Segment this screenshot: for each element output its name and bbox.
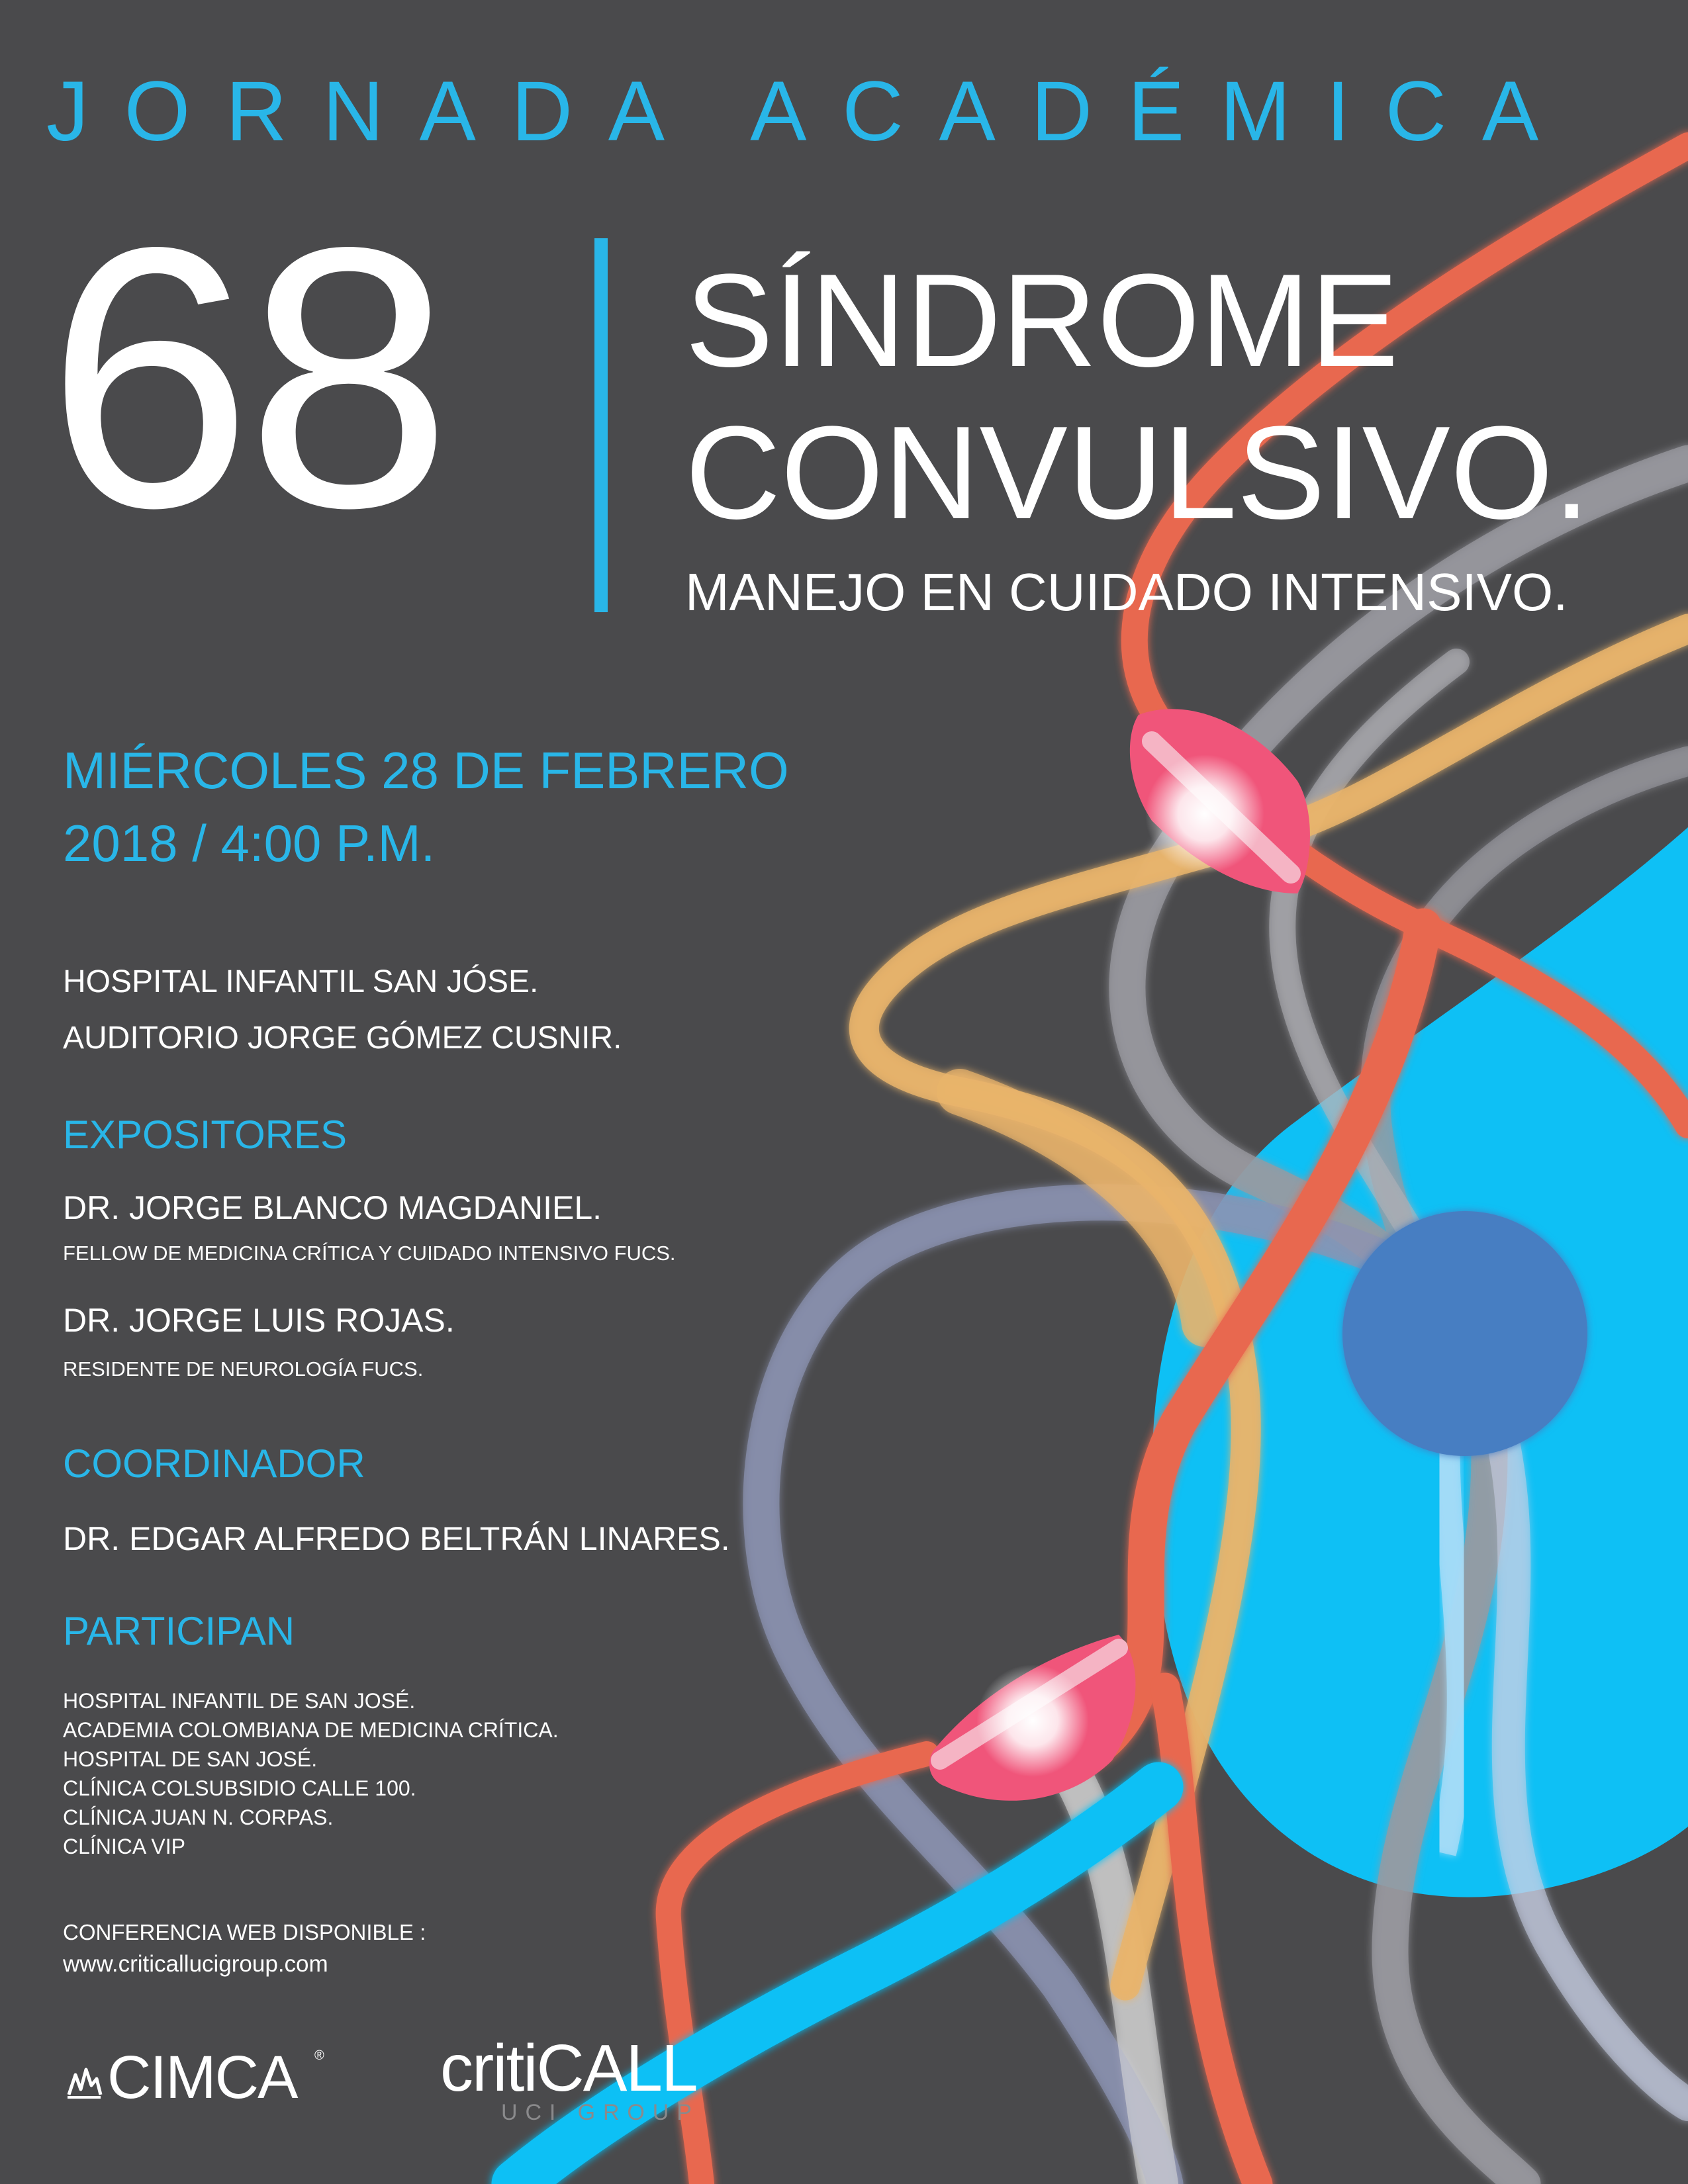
cell-nucleus	[1342, 1211, 1587, 1456]
date-text: MIÉRCOLES 28 DE FEBRERO	[63, 741, 789, 799]
speaker-role: FELLOW DE MEDICINA CRÍTICA Y CUIDADO INTENSIVO FUCS.	[63, 1242, 676, 1265]
event-title-line2: CONVULSIVO.	[685, 399, 1590, 547]
participants-heading: PARTICIPAN	[63, 1609, 295, 1653]
criticall-wordmark: critiCALL	[440, 2031, 697, 2105]
cimca-wordmark: CIMCA	[107, 2044, 297, 2111]
speakers-heading: EXPOSITORES	[63, 1113, 348, 1157]
participant-item: HOSPITAL DE SAN JOSÉ.	[63, 1747, 318, 1771]
web-conference-label: CONFERENCIA WEB DISPONIBLE :	[63, 1920, 426, 1944]
participant-item: CLÍNICA VIP	[63, 1835, 185, 1858]
venue-hospital: HOSPITAL INFANTIL SAN JÓSE.	[63, 964, 539, 999]
participant-item: ACADEMIA COLOMBIANA DE MEDICINA CRÍTICA.	[63, 1718, 559, 1742]
participants-list	[63, 1686, 559, 1861]
event-subtitle: MANEJO EN CUIDADO INTENSIVO.	[685, 563, 1568, 621]
time-text: 2018 / 4:00 P.M.	[63, 814, 436, 872]
coordinator-name: DR. EDGAR ALFREDO BELTRÁN LINARES.	[63, 1520, 730, 1557]
title-divider	[594, 238, 608, 612]
header-title: JORNADA ACADÉMICA	[46, 64, 1574, 159]
criticall-logo	[440, 2031, 718, 2134]
speaker-role: RESIDENTE DE NEUROLOGÍA FUCS.	[63, 1357, 424, 1381]
participant-item: CLÍNICA JUAN N. CORPAS.	[63, 1805, 334, 1829]
cimca-emblem-icon	[66, 2062, 103, 2101]
criticall-subtitle: UCI GROUP	[501, 2100, 700, 2125]
registered-mark: ®	[314, 2048, 324, 2063]
website-link[interactable]: www.criticallucigroup.com	[63, 1951, 328, 1977]
participant-item: HOSPITAL INFANTIL DE SAN JOSÉ.	[63, 1689, 416, 1713]
venue-auditorium: AUDITORIO JORGE GÓMEZ CUSNIR.	[63, 1021, 622, 1056]
speaker-name: DR. JORGE LUIS ROJAS.	[63, 1302, 455, 1339]
speaker-name: DR. JORGE BLANCO MAGDANIEL.	[63, 1189, 602, 1226]
event-title-line1: SÍNDROME	[685, 247, 1399, 394]
participant-item: CLÍNICA COLSUBSIDIO CALLE 100.	[63, 1776, 416, 1800]
coordinator-heading: COORDINADOR	[63, 1441, 365, 1486]
event-number: 68	[46, 170, 445, 584]
synapse-lower	[929, 1635, 1135, 1801]
